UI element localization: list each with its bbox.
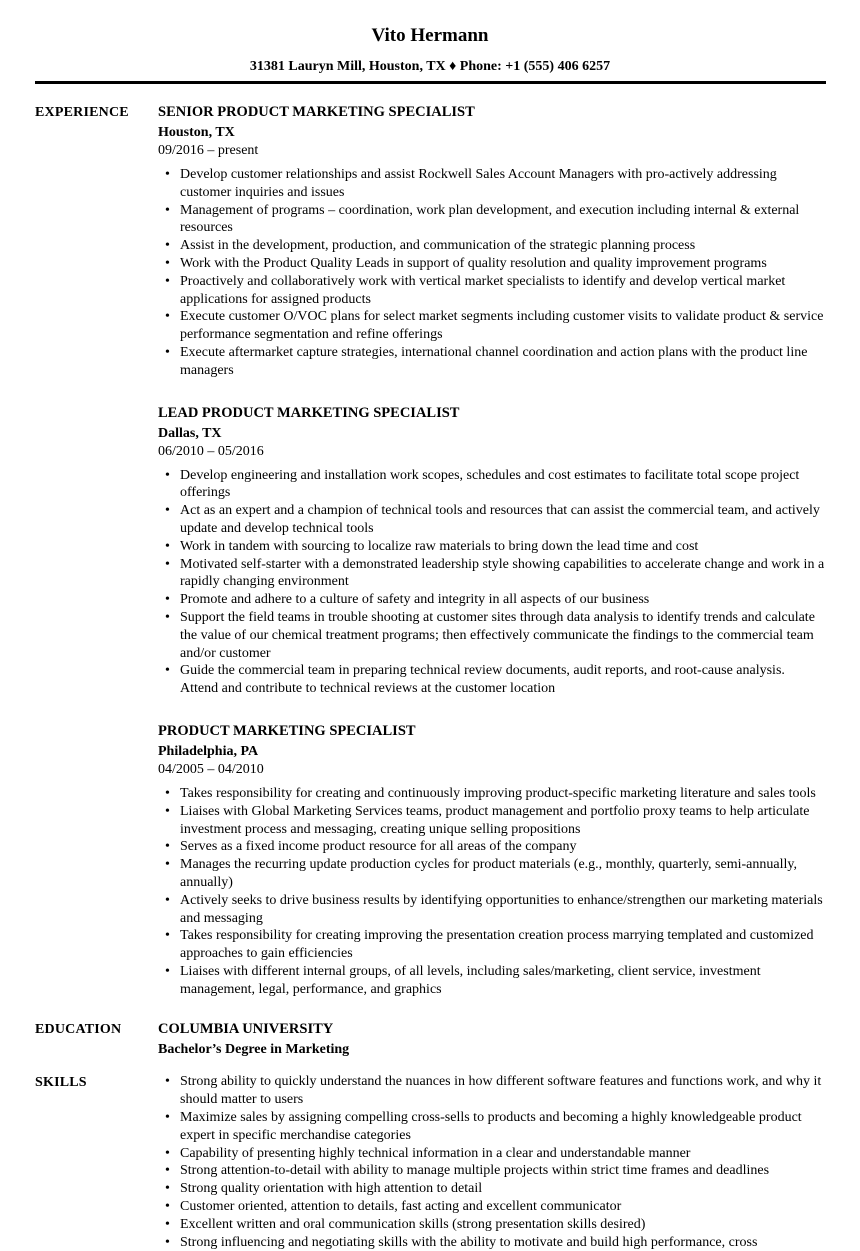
job-entry [158, 722, 825, 999]
job-bullet-list [158, 467, 825, 698]
contact-line: 31381 Lauryn Mill, Houston, TX ♦ Phone: +1 (555) 406 6257 [249, 59, 611, 74]
skill-item: • Strong influencing and negotiating skills with the ability to motivate and build high performance, cross [158, 1234, 825, 1251]
job-location: Dallas, TX [158, 425, 222, 441]
job-entry [158, 103, 825, 380]
skill-item: • Capability of presenting highly technical information in a clear and understandable manner [158, 1145, 825, 1163]
job-bullet-item: • Work in tandem with sourcing to localize raw materials to bring down the lead time and cost [158, 538, 825, 556]
job-bullet-item: • Execute aftermarket capture strategies, international channel coordination and action plans with the product line managers [158, 344, 825, 380]
job-bullet-item: • Assist in the development, production, and communication of the strategic planning process [158, 237, 825, 255]
skill-item: • Excellent written and oral communication skills (strong presentation skills desired) [158, 1216, 825, 1234]
skill-item: • Strong quality orientation with high attention to detail [158, 1180, 825, 1198]
job-bullet-list [158, 785, 825, 999]
job-title: LEAD PRODUCT MARKETING SPECIALIST [158, 404, 460, 421]
skills-section [0, 1073, 860, 1251]
header-divider [35, 81, 826, 84]
job-bullet-item: • Serves as a fixed income product resource for all areas of the company [158, 838, 825, 856]
skills-label: SKILLS [35, 1075, 87, 1091]
school-name: COLUMBIA UNIVERSITY [158, 1021, 334, 1038]
job-bullet-item: • Takes responsibility for creating improving the presentation creation process marrying templated and customized approaches to gain efficiencies [158, 927, 825, 963]
skill-item: • Maximize sales by assigning compelling cross-sells to products and becoming a highly knowledgeable product expert in specific merchandise categories [158, 1109, 825, 1145]
skills-list [158, 1073, 825, 1251]
job-dates: 04/2005 – 04/2010 [158, 761, 264, 777]
experience-jobs [158, 103, 825, 998]
degree-name: Bachelor’s Degree in Marketing [158, 1042, 350, 1058]
job-title: PRODUCT MARKETING SPECIALIST [158, 722, 416, 739]
job-bullet-item: • Takes responsibility for creating and continuously improving product-specific marketing literature and sales tools [158, 785, 825, 803]
job-bullet-item: • Motivated self-starter with a demonstrated leadership style showing capabilities to accelerate change and work in a rapidly changing environment [158, 556, 825, 592]
skill-item: • Strong attention-to-detail with ability to manage multiple projects within strict time frames and deadlines [158, 1162, 825, 1180]
job-bullet-item: • Liaises with different internal groups, of all levels, including sales/marketing, client service, investment management, legal, performance, and graphics [158, 963, 825, 999]
job-bullet-item: • Promote and adhere to a culture of safety and integrity in all aspects of our business [158, 591, 825, 609]
job-bullet-item: • Proactively and collaboratively work with vertical market specialists to identify and develop vertical market applications for assigned products [158, 273, 825, 309]
skill-item: • Customer oriented, attention to details, fast acting and excellent communicator [158, 1198, 825, 1216]
experience-label: EXPERIENCE [35, 105, 129, 120]
job-location: Philadelphia, PA [158, 743, 259, 759]
job-bullet-item: • Liaises with Global Marketing Services teams, product management and portfolio proxy teams to help articulate investment process and messaging, creating unique selling propositions [158, 803, 825, 839]
job-dates: 06/2010 – 05/2016 [158, 443, 264, 459]
job-bullet-item: • Actively seeks to drive business results by identifying opportunities to enhance/strengthen our marketing materials and messaging [158, 892, 825, 928]
job-bullet-item: • Develop customer relationships and assist Rockwell Sales Account Managers with pro-actively addressing customer inquiries and issues [158, 166, 825, 202]
job-bullet-item: • Support the field teams in trouble shooting at customer sites through data analysis to identify trends and calculate the value of our chemical treatment programs; then effectively communicate the findings to the commercial team and/or customer [158, 609, 825, 662]
job-bullet-list [158, 166, 825, 380]
job-bullet-item: • Management of programs – coordination, work plan development, and execution including internal & external resources [158, 202, 825, 238]
experience-section [0, 103, 860, 998]
education-section [0, 1020, 860, 1059]
education-content [158, 1020, 825, 1059]
job-bullet-item: • Act as an expert and a champion of technical tools and resources that can assist the commercial team, and actively update and develop technical tools [158, 502, 825, 538]
job-bullet-item: • Work with the Product Quality Leads in support of quality resolution and quality improvement programs [158, 255, 825, 273]
job-location: Houston, TX [158, 125, 235, 140]
job-bullet-item: • Manages the recurring update production cycles for product materials (e.g., monthly, quarterly, semi-annually, annually) [158, 856, 825, 892]
resume-header [0, 0, 860, 84]
job-bullet-item: • Develop engineering and installation work scopes, schedules and cost estimates to facilitate total scope project offerings [158, 467, 825, 503]
skill-item: • Strong ability to quickly understand the nuances in how different software features and functions work, and why it should matter to users [158, 1073, 825, 1109]
candidate-name: Vito Hermann [371, 25, 489, 46]
job-entry [158, 404, 825, 698]
education-label: EDUCATION [35, 1022, 122, 1038]
job-title: SENIOR PRODUCT MARKETING SPECIALIST [158, 104, 475, 120]
job-bullet-item: • Guide the commercial team in preparing technical review documents, audit reports, and root-cause analysis. Attend and contribute to technical reviews at the customer location [158, 662, 825, 698]
job-bullet-item: • Execute customer O/VOC plans for select market segments including customer visits to validate product & service performance segmentation and refine offerings [158, 308, 825, 344]
job-dates: 09/2016 – present [158, 143, 259, 158]
